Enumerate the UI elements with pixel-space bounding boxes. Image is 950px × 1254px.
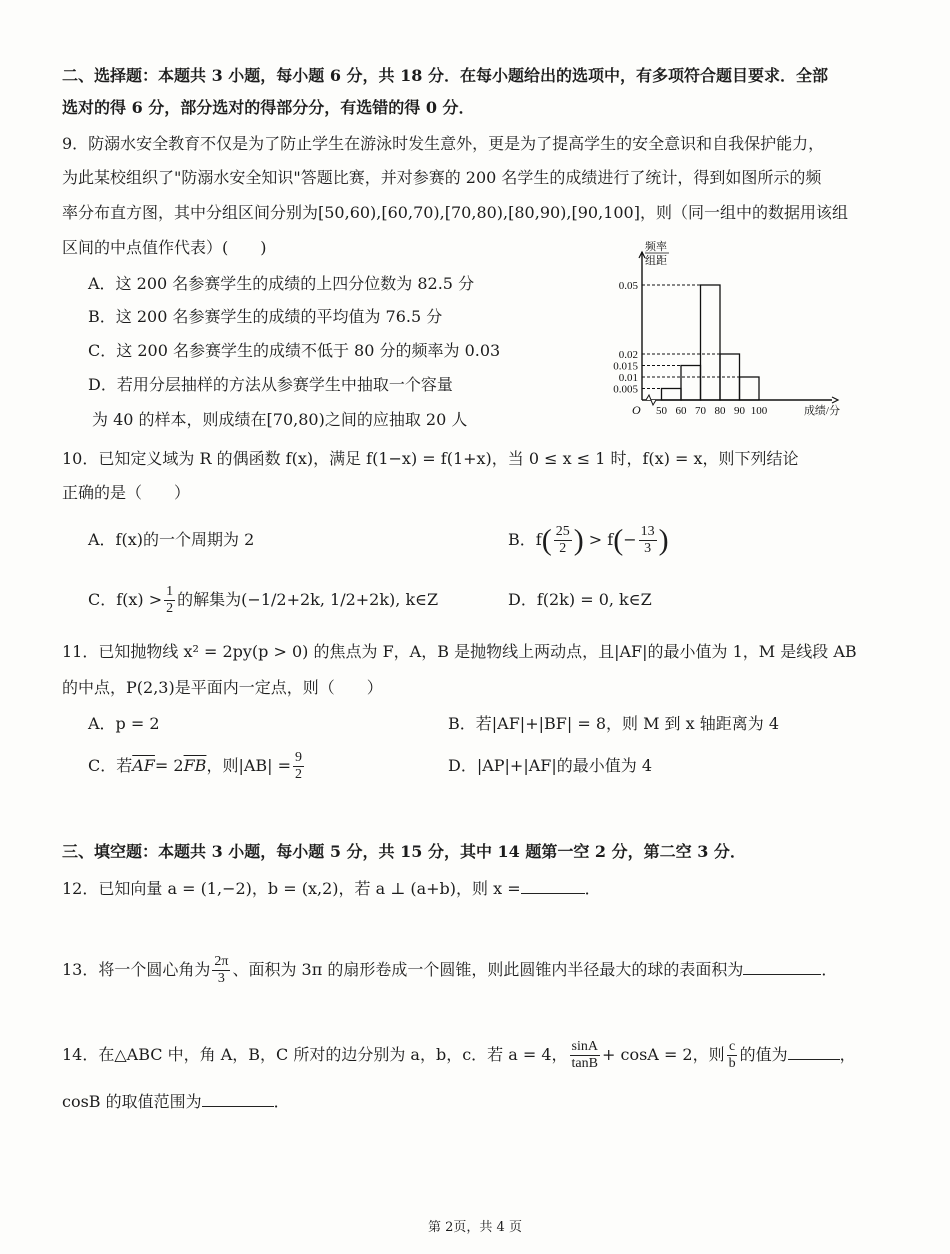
q11-option-a: A．p = 2: [88, 714, 160, 733]
q14-answer-blank-2[interactable]: [202, 1088, 274, 1107]
y-tick-label: 0.01: [618, 372, 638, 384]
q12-answer-blank[interactable]: [521, 875, 585, 894]
histogram-bar: [701, 285, 721, 400]
q14-line1: 14．在△ABC 中，角 A，B，C 所对的边分别为 a，b，c．若 a = 4， $\frac{\sin A}{\tan B}$ + cosA = 2，则 $\frac{c}{b}$ 的值为 ，: [62, 1039, 856, 1071]
q11-option-c-frac: $\frac{9}{2}$: [295, 750, 303, 782]
q10-option-c-frac: $\frac{1}{2}$: [166, 584, 174, 616]
vector-fb: $\overline{FB}$: [183, 756, 207, 775]
q10-option-d: D．f(2k) = 0, k∈Z: [508, 590, 652, 609]
page-number: 第 2页，共 4 页: [428, 1220, 522, 1235]
section-3-heading: 三、填空题：本题共 3 小题，每小题 5 分，共 15 分，其中 14 题第一空 2 分，第二空 3 分．: [62, 842, 746, 861]
x-tick-label: 60: [675, 405, 687, 417]
q13-frac: $\frac{2\pi}{3}$: [214, 954, 229, 986]
q9-option-d-line1: D．若用分层抽样的方法从参赛学生中抽取一个容量: [88, 375, 453, 394]
y-tick-label: 0.02: [618, 349, 638, 361]
y-axis-label: 频率: [645, 241, 667, 253]
frequency-histogram: [596, 240, 846, 430]
x-axis-label: 成绩/分: [803, 405, 840, 417]
q10-option-b-mid: > f: [588, 530, 614, 549]
histogram-bar: [681, 366, 701, 401]
q12-text: 12．已知向量 a = (1,−2)，b = (x,2)，若 a ⊥ (a+b)，则 x =: [62, 879, 521, 898]
x-tick-label: 100: [750, 405, 768, 417]
q10-stem-line1: 10．已知定义域为 R 的偶函数 f(x)，满足 f(1−x) = f(1+x)，当 0 ≤ x ≤ 1 时，f(x) = x，则下列结论: [62, 449, 799, 468]
q14-line2: cosB 的取值范围为 ．: [62, 1088, 290, 1114]
x-tick-label: 80: [714, 405, 726, 417]
q10-option-b-frac2: $\frac{13}{3}$: [640, 524, 655, 556]
q9-stem-line3: 率分布直方图，其中分组区间分别为[50,60),[60,70),[70,80),[80,90),[90,100]，则（同一组中的数据用该组: [62, 203, 848, 222]
q10-option-c-post: 的解集为(−1/2+2k, 1/2+2k), k∈Z: [177, 590, 439, 609]
q9-stem-line4: 区间的中点值作代表）( ): [62, 238, 267, 257]
q11-option-b: B．若|AF|+|BF| = 8，则 M 到 x 轴距离为 4: [448, 714, 780, 733]
q9-option-d-line2: 为 40 的样本，则成绩在[70,80)之间的应抽取 20 人: [92, 410, 468, 429]
x-tick-label: 70: [695, 405, 706, 417]
y-tick-label: 0.015: [613, 360, 638, 373]
q10-stem-line2: 正确的是（ ）: [62, 483, 191, 502]
q9-option-a: A．这 200 名参赛学生的成绩的上四分位数为 82.5 分: [88, 274, 475, 293]
q13-answer-blank[interactable]: [743, 956, 821, 975]
q14-frac1: $\frac{\sin A}{\tan B}$: [571, 1039, 598, 1071]
section-2-heading-line2: 选对的得 6 分，部分选对的得部分分，有选错的得 0 分．: [62, 98, 475, 117]
q10-option-a: A．f(x)的一个周期为 2: [88, 530, 255, 549]
x-axis-arrow: [832, 397, 838, 403]
q10-option-b-frac1: $\frac{25}{2}$: [555, 524, 570, 556]
q11-option-c: C．若$\overline{AF}= 2\overline{FB}$，则|AB| = $\frac{9}{2}$: [88, 750, 303, 782]
q13-line: 13．将一个圆心角为 $\frac{2\pi}{3}$ 、面积为 3π 的扇形卷成一个圆锥，则此圆锥内半径最大的球的表面积为 ．: [62, 954, 838, 986]
histogram-bar: [662, 389, 682, 401]
q9-option-b: B．这 200 名参赛学生的成绩的平均值为 76.5 分: [88, 307, 443, 326]
q12-line: 12．已知向量 a = (1,−2)，b = (x,2)，若 a ⊥ (a+b)，则 x = ．: [62, 875, 601, 901]
section-2-heading-line1: 二、选择题：本题共 3 小题，每小题 6 分，共 18 分．在每小题给出的选项中，有多项符合题目要求．全部: [62, 66, 828, 85]
q10-option-b: B．f( $\frac{25}{2}$ ) > f(− $\frac{13}{3}$ ): [508, 523, 669, 557]
q11-stem-line2: 的中点，P(2,3)是平面内一定点，则（ ）: [62, 678, 383, 697]
x-tick-label: 90: [734, 405, 745, 417]
q11-option-d: D．|AP|+|AF|的最小值为 4: [448, 756, 653, 775]
q9-stem-line1: 9．防溺水安全教育不仅是为了防止学生在游泳时发生意外，更是为了提高学生的安全意识和自我保护能力，: [62, 134, 825, 153]
y-tick-label: 0.05: [618, 280, 638, 292]
q10-option-c: [88, 582, 438, 618]
vector-af: $\overline{AF}$: [132, 756, 155, 775]
q14-frac2: $\frac{c}{b}$: [728, 1039, 736, 1071]
q11-stem-line1: 11．已知抛物线 x² = 2py(p > 0) 的焦点为 F，A，B 是抛物线上两动点，且|AF|的最小值为 1，M 是线段 AB: [62, 642, 857, 661]
y-axis-label: 组距: [645, 255, 667, 267]
q10-option-b-prefix: B．f: [508, 530, 542, 549]
q9-option-c: C．这 200 名参赛学生的成绩不低于 80 分的频率为 0.03: [88, 341, 501, 360]
y-tick-label: 0.005: [613, 383, 638, 396]
q9-stem-line2: 为此某校组织了"防溺水安全知识"答题比赛，并对参赛的 200 名学生的成绩进行了统计，得到如图所示的频: [62, 168, 822, 187]
q14-answer-blank-1[interactable]: [788, 1041, 840, 1060]
q10-option-c-prefix: C．f(x) >: [88, 590, 163, 609]
origin-label: O: [632, 403, 641, 417]
x-tick-label: 50: [656, 405, 667, 417]
axis-break-mark: [646, 395, 656, 405]
histogram-bar: [740, 377, 760, 400]
